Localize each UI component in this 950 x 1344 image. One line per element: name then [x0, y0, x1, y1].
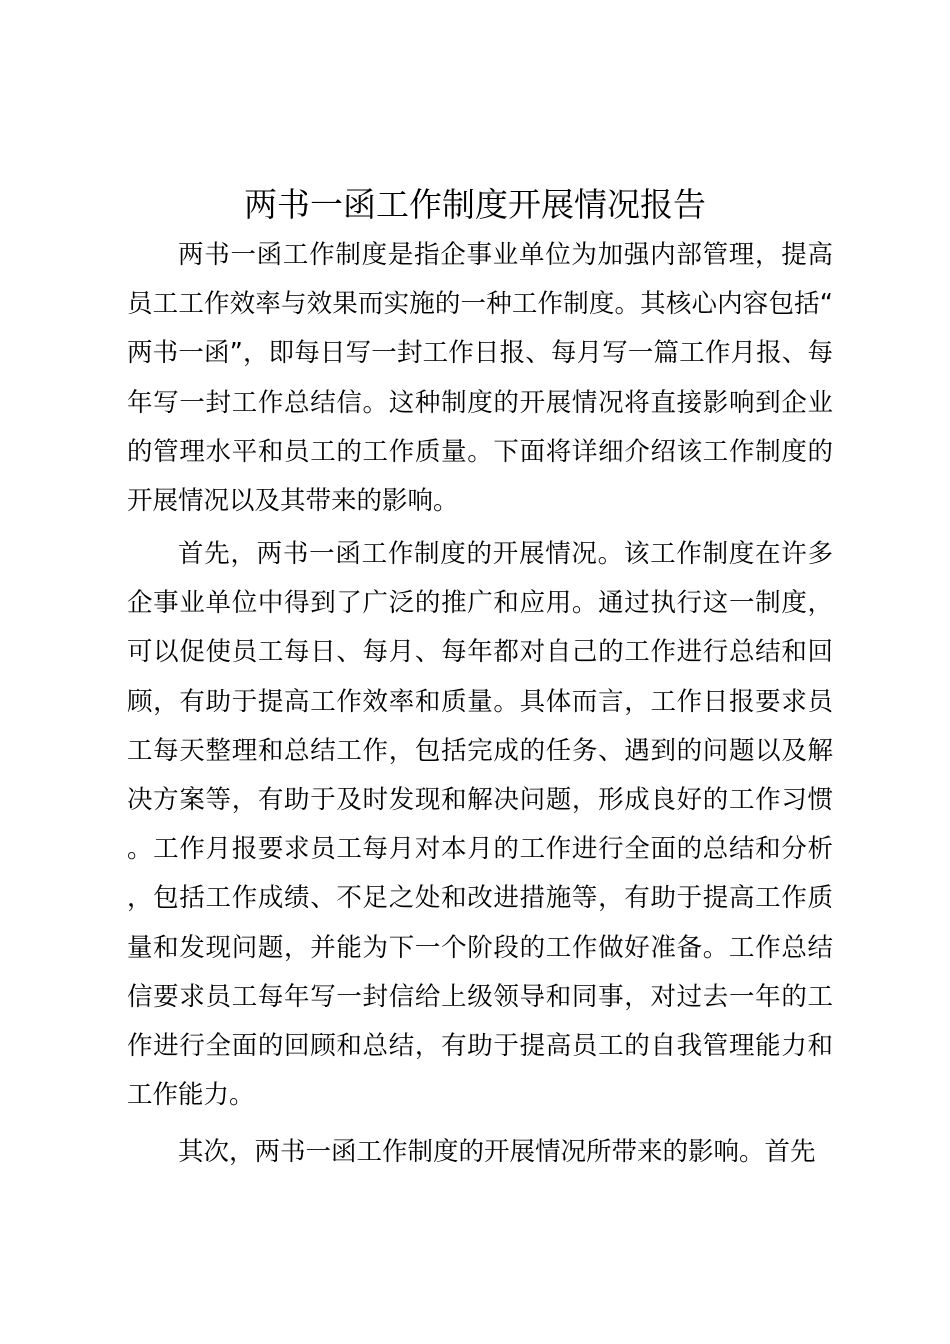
- paragraph-first: 首先，两书一函工作制度的开展情况。该工作制度在许多企事业单位中得到了广泛的推广和应用。通过执行这一制度，可以促使员工每日、每月、每年都对自己的工作进行总结和回顾，有助于提高工作效率和质量。具体而言，工作日报要求员工每天整理和总结工作，包括完成的任务、遇到的问题以及解决方案等，有助于及时发现和解决问题，形成良好的工作习惯。工作月报要求员工每月对本月的工作进行全面的总结和分析，包括工作成绩、不足之处和改进措施等，有助于提高工作质量和发现问题，并能为下一个阶段的工作做好准备。工作总结信要求员工每年写一封信给上级领导和同事，对过去一年的工作进行全面的回顾和总结，有助于提高员工的自我管理能力和工作能力。: [127, 539, 833, 1111]
- paragraph-intro: 两书一函工作制度是指企事业单位为加强内部管理，提高员工工作效率与效果而实施的一种工作制度。其核心内容包括“两书一函”，即每日写一封工作日报、每月写一篇工作月报、每年写一封工作总结信。这种制度的开展情况将直接影响到企业的管理水平和员工的工作质量。下面将详细介绍该工作制度的开展情况以及其带来的影响。: [127, 240, 833, 517]
- paragraph-second: 其次，两书一函工作制度的开展情况所带来的影响。首先: [178, 1137, 816, 1167]
- document-title: 两书一函工作制度开展情况报告: [244, 185, 706, 224]
